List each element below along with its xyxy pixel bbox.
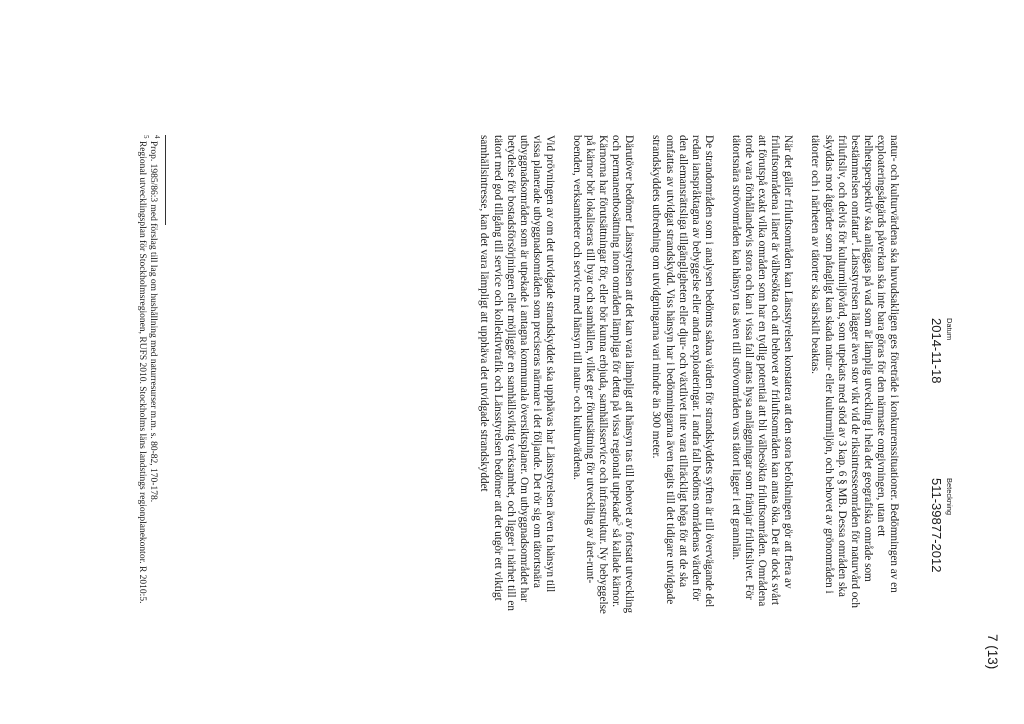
footnote: [136, 135, 151, 615]
paragraph-text: Därutöver bedömer Länsstyrelsen att det kan vara lämpligt att hänsyn tas till behovet av fortsatt utveckling och permanentbosättning inom områden lämpliga för detta på vissa regionalt utpekade: [610, 135, 636, 614]
footnote-mark: 4: [153, 135, 162, 139]
paragraph-text: De strandområden som i analysen bedömts sakna värden för strandskyddets syften är till övervägande del redan ianspråktagna av bebyggelse eller andra exploateringar. I andra fall bedöms områdenas värden för den allemansrättsliga tillgängligheten eller djur- och växtlivet inte vara tillräckligt höga för att de ska omfattas av utvidgat strandskydd. Viss hänsyn har i bedömningarna även tagits till det tidigare utvidgade strandskyddets utbredning om utvidgningarna vari mindre än 300 meter.: [650, 135, 715, 608]
datum-caption: Datum: [945, 318, 954, 341]
footnotes: [136, 135, 162, 615]
footnote-ref: 5: [616, 522, 625, 526]
paragraph: [570, 135, 635, 615]
beteckning-field: [929, 478, 954, 572]
paragraph-text: Vid prövningen av om det utvidgade strandskyddet ska upphävas har Länsstyrelsen även ta hänsyn till vissa planerade utbyggnadsområden som preciseras närmare i det följande. Det rör sig om tätortsnära utbyggnadsområden som är utpekade i antagna kommunala översiktsplaner. Om utbyggnadsområdet har betydelse för bostadsförsörjningen eller möjliggör en samhällsviktig verksamhet, och ligger i närhet till en tätort med god tillgång till service och kollektivtrafik och Länsstyrelsen bedömer att det utgör ett viktigt samhällsintresse, kan det vara lämpligt att upphäva det utvidgade strandskyddet: [478, 135, 556, 611]
paragraph: [477, 135, 556, 615]
footnote: [147, 135, 162, 615]
paragraph: [649, 135, 714, 615]
footnote-divider: [165, 135, 166, 225]
body-text: [463, 135, 900, 615]
paragraph-text: När det gäller friluftsområden kan Länsstyrelsen konstatera att den stora befolkningen gör att flera av friluftsområdena i länet är välbesökta och att behovet av friluftsområden kan antas öka. Det är dock svårt att förutspå exakt vilka områden som har en tydlig potential att bli välbesökta friluftsområden. Områdena torde vara förhållandevis stora och kan i vissa fall antas hysa anläggningar som främjar friluftslivet. För tätortsnära strövområden kan hänsyn tas även till strövområden vars tätort ligger i ett grannlän.: [729, 135, 795, 607]
footnote-text: Regional utvecklingsplan för Stockholmsregionen, RUFS 2010. Stockholms läns landstings regionplanekontor. R 2010:5.: [137, 140, 147, 604]
paragraph: [729, 135, 794, 615]
paragraph-text: . Länsstyrelsen lägger även stor vikt vid de riksintresseområden för naturvård och friluftsliv, och delvis för kulturmiljövård, som utpekats med stöd av 3 kap. 6 § MB. Dessa områden ska skyddas mot åtgärder som påtagligt kan skada natur- eller kulturmiljön, och behovet av grönområden i tätorter och i närheten av tätorter ska särskilt beaktas.: [809, 135, 861, 608]
datum-field: [929, 318, 954, 384]
paragraph-text: så kallade kärnor. Kärnorna har förutsättningar för, eller bör kunna erbjuda, samhällsservice och infrastruktur. Ny bebyggelse på kärnor bör lokaliseras till byar och samhällen, vilket ger förutsättning för utveckling av året-runt-boenden, verksamheter och service med hänsyn till natur- och kulturvärdena.: [571, 135, 623, 614]
footnote-mark: 5: [142, 135, 151, 139]
footnote-ref: 4: [854, 239, 863, 243]
paragraph: [808, 135, 900, 615]
datum-value: 2014-11-18: [929, 318, 944, 384]
beteckning-caption: Beteckning: [945, 478, 954, 516]
beteckning-value: 511-39877-2012: [929, 478, 944, 573]
footnote-text: Prop. 1985/86:3 med förslag till lag om hushållning med naturresurser m.m. s. 80-82, 170-178.: [148, 140, 158, 503]
page-number: 7 (13): [985, 634, 1000, 670]
paragraph-text: natur- och kulturvärdena ska huvudsakligen ges företräde i konkurrenssituationer. Bedömningen av en exploateringsåtgärds påverkan ska inte bara göras för den närmaste omgivningen, utan ett helhetsperspektiv ska anläggas på vad som är lämplig utveckling i hela det geografiska område som bestämmelsen omfattar: [848, 135, 900, 593]
